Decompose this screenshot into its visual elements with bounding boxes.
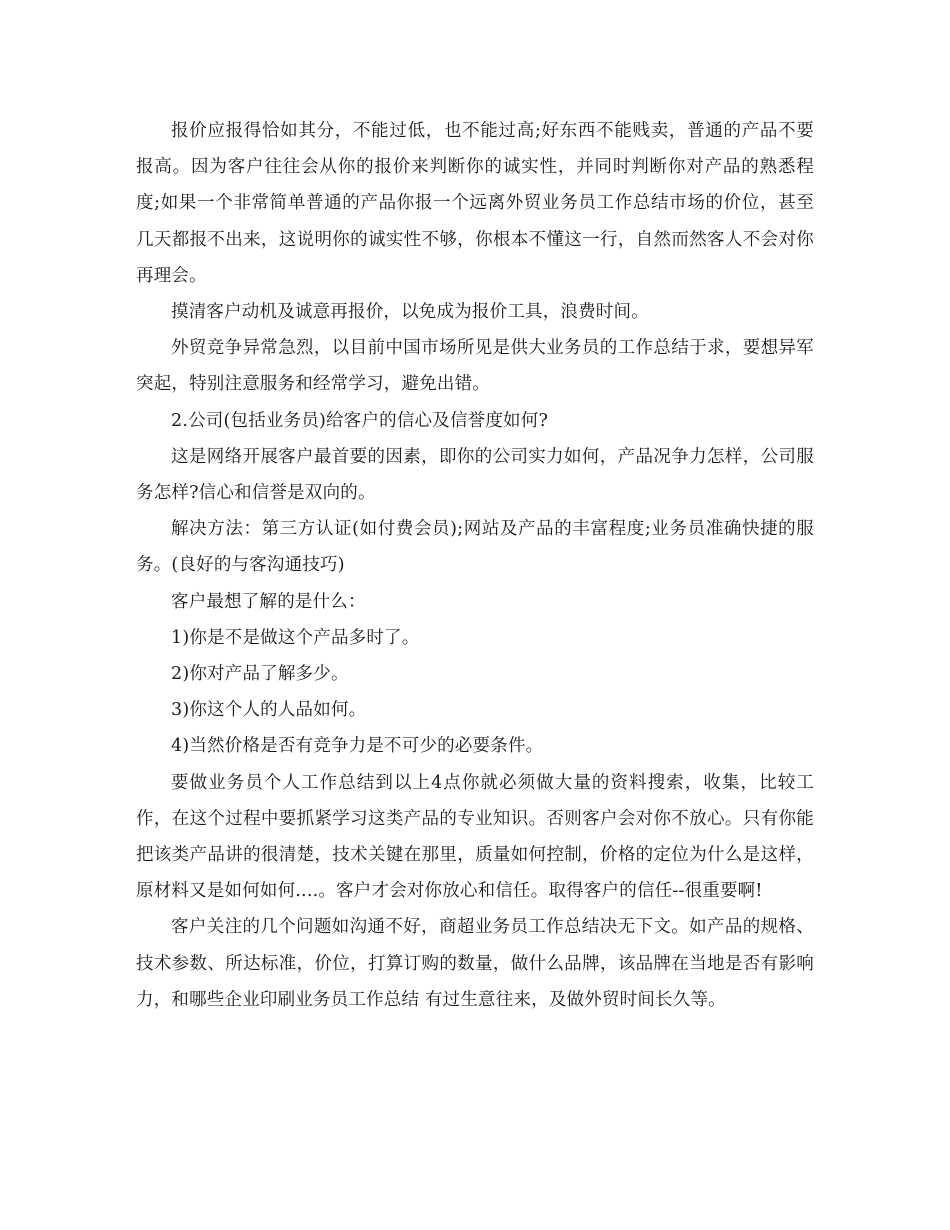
paragraph-motive: 摸清客户动机及诚意再报价，以免成为报价工具，浪费时间。 <box>171 302 649 323</box>
paragraph-competition: 外贸竞争异常急烈，以目前中国市场所见是供大业务员的工作总结于求，要想异军突起，特别注意服务和经常学习，避免出错。 <box>136 338 814 395</box>
paragraph-heading-2: 2.公司(包括业务员)给客户的信心及信誉度如何? <box>171 410 549 431</box>
paragraph-pricing: 报价应报得恰如其分，不能过低，也不能过高;好东西不能贱卖，普通的产品不要报高。因为客户往往会从你的报价来判断你的诚实性，并同时判断你对产品的熟悉程度;如果一个非常简单普通的产品你报一个远离外贸业务员工作总结市场的价位，甚至几天都报不出来，这说明你的诚实性不够，你根本不懂这一行，自然而然客人不会对你再理会。 <box>136 121 814 286</box>
paragraph-customer-wants: 客户最想了解的是什么： <box>171 591 366 612</box>
list-item-3: 3)你这个人的人品如何。 <box>171 700 367 721</box>
paragraph-concerns: 客户关注的几个问题如沟通不好，商超业务员工作总结决无下文。如产品的规格、技术参数、所达标准，价位，打算订购的数量，做什么品牌，该品牌在当地是否有影响力，和哪些企业印刷业务员工作总结 有过生意往来，及做外贸时间长久等。 <box>136 917 814 1010</box>
paragraph-solution: 解决方法：第三方认证(如付费会员);网站及产品的丰富程度;业务员准确快捷的服务。(良好的与客沟通技巧) <box>136 519 814 576</box>
paragraph-company-strength: 这是网络开展客户最首要的因素，即你的公司实力如何，产品况争力怎样，公司服务怎样?信心和信誉是双向的。 <box>136 446 814 504</box>
list-item-1: 1)你是不是做这个产品多时了。 <box>171 627 420 648</box>
document-body <box>136 113 814 1018</box>
list-item-2: 2)你对产品了解多少。 <box>171 664 349 685</box>
list-item-4: 4)当然价格是否有竞争力是不可少的必要条件。 <box>171 736 544 757</box>
paragraph-research: 要做业务员个人工作总结到以上4点你就必须做大量的资料搜索，收集，比较工作，在这个过程中要抓紧学习这类产品的专业知识。否则客户会对你不放心。只有你能把该类产品讲的很清楚，技术关键在那里，质量如何控制，价格的定位为什么是这样，原材料又是如何如何....。客户才会对你放心和信任。取得客户的信任--很重要啊! <box>136 772 814 902</box>
